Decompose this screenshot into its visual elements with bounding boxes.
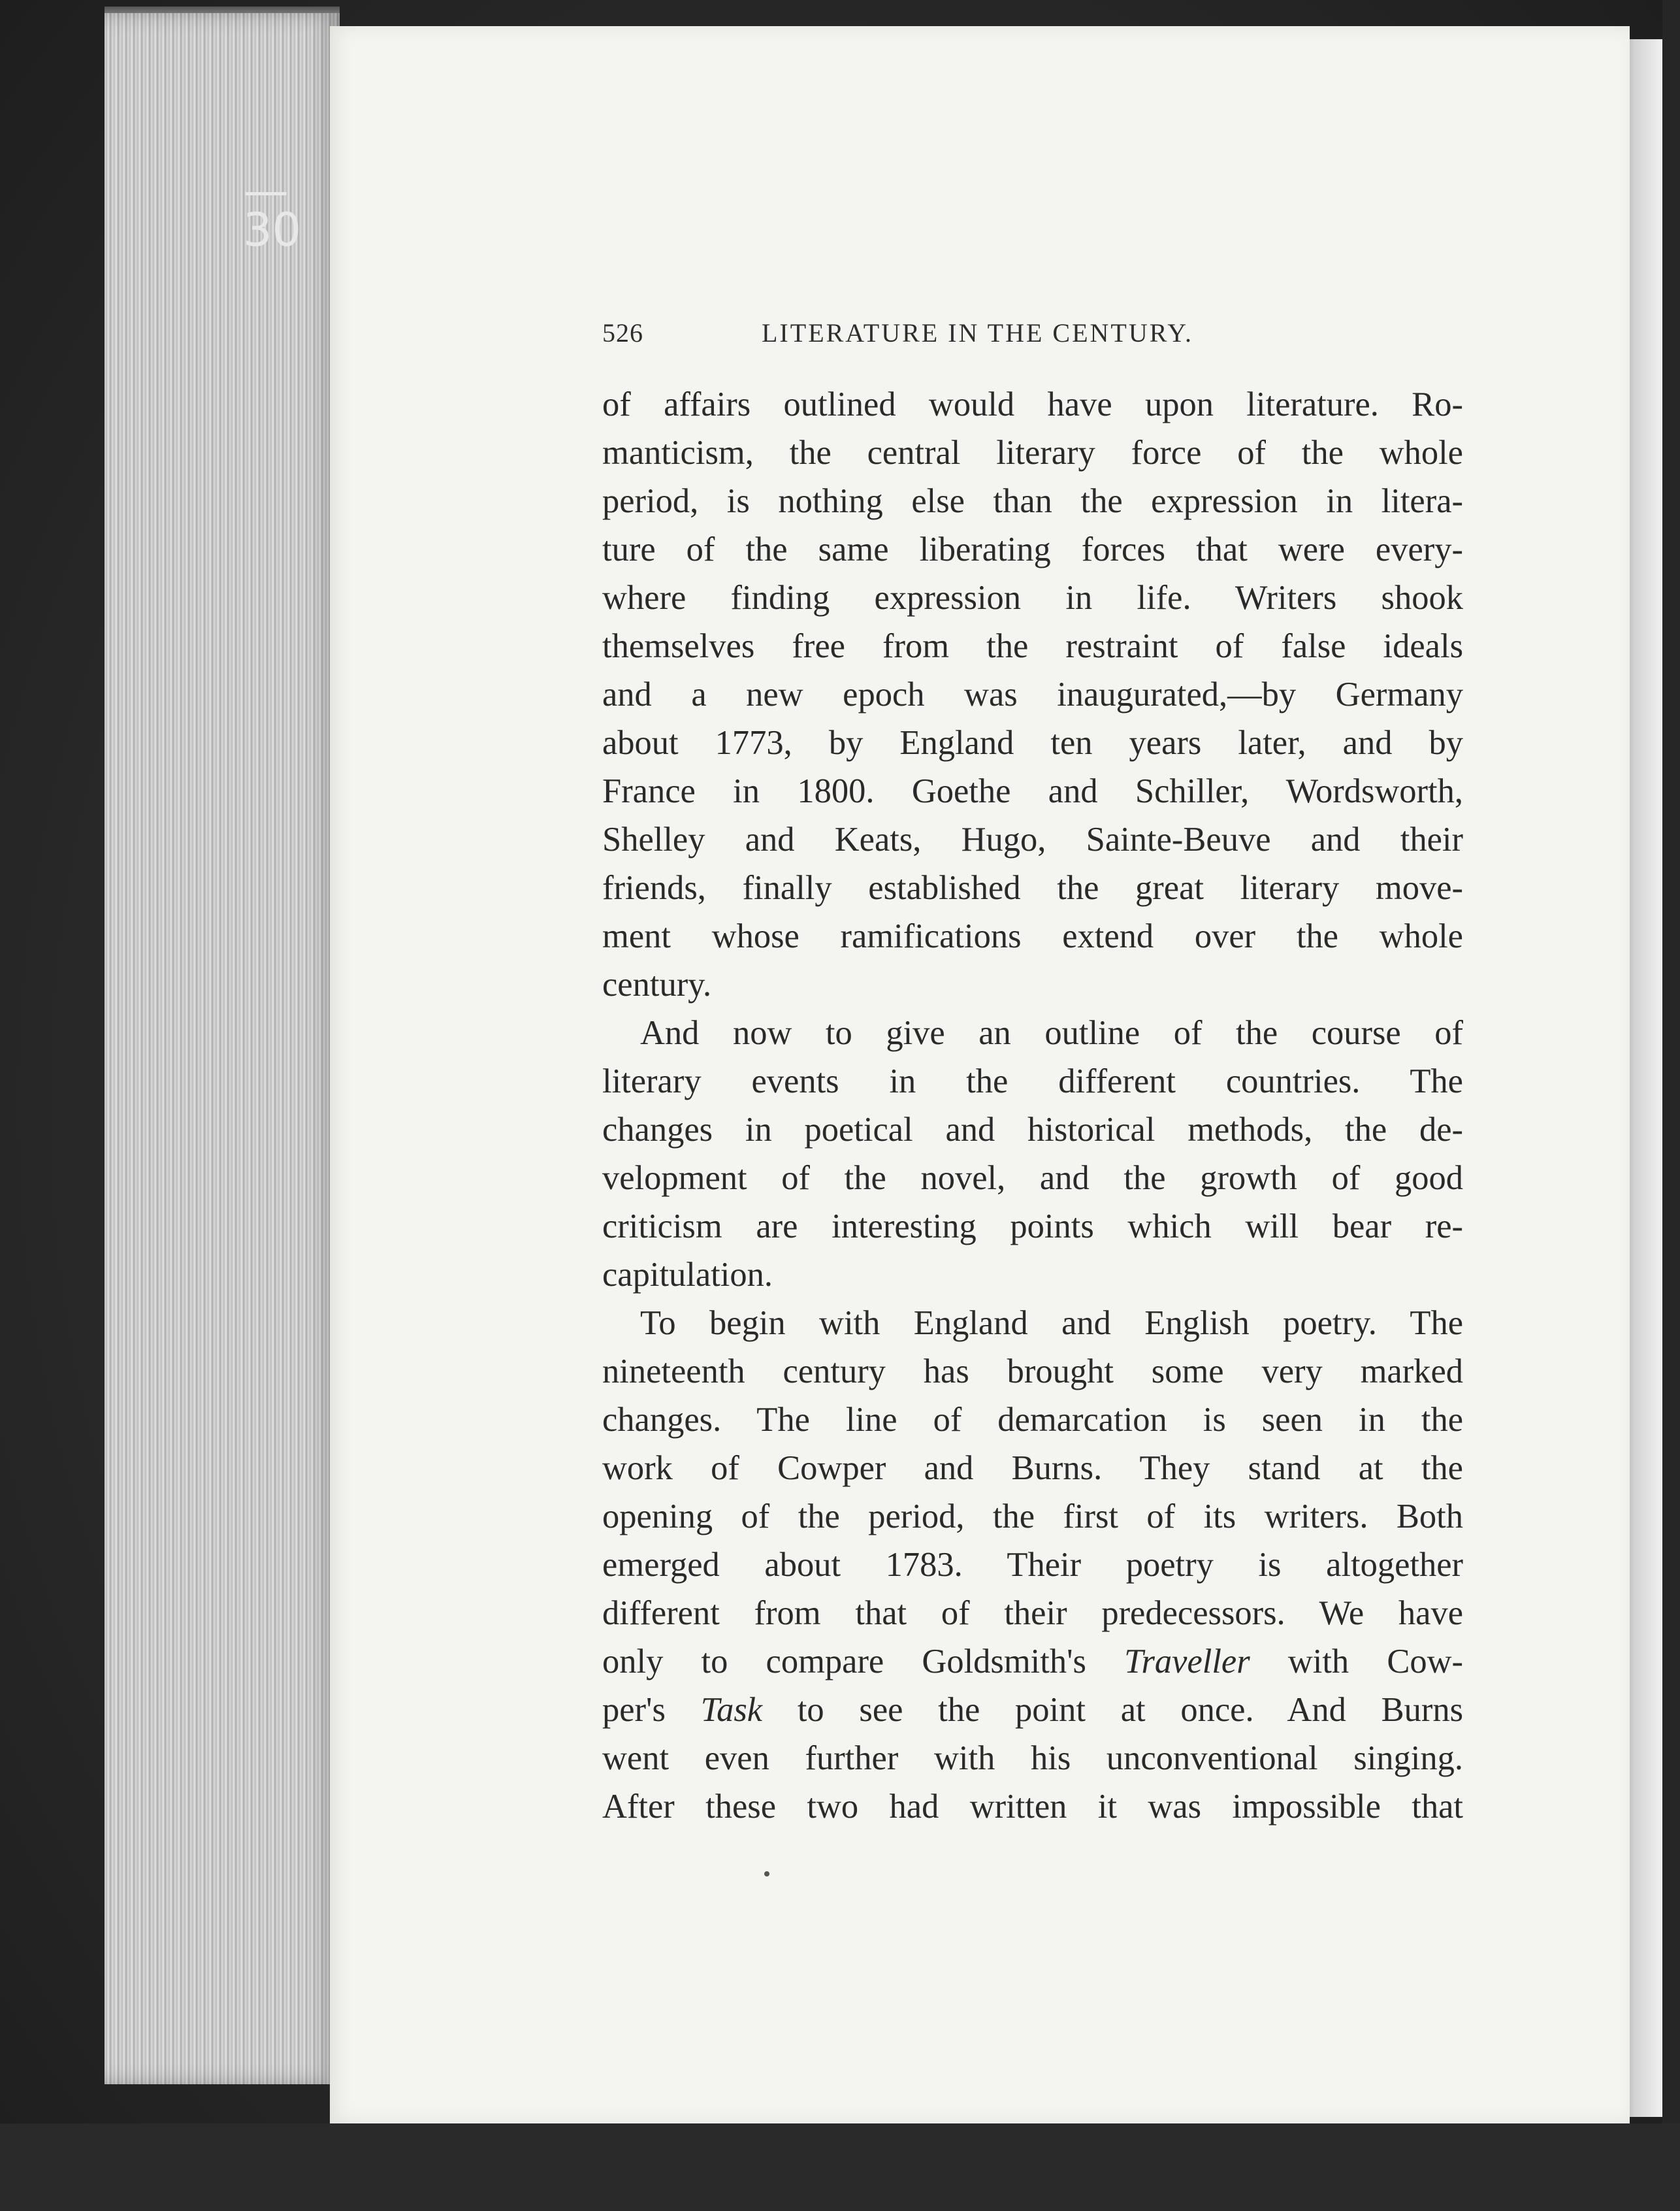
text-line	[602, 1686, 1463, 1734]
text-line: velopment of the novel, and the growth of good	[602, 1159, 1463, 1197]
text-line: literary events in the different countries. The	[602, 1062, 1463, 1100]
text-line: of affairs outlined would have upon literature. Ro-	[602, 385, 1463, 423]
text-line: friends, finally established the great literary move-	[602, 869, 1463, 907]
text-run: with Cow-	[1287, 1643, 1464, 1680]
text-line: ment whose ramifications extend over the whole	[602, 917, 1463, 955]
text-line: work of Cowper and Burns. They stand at the	[602, 1449, 1463, 1487]
text-line: After these two had written it was impossible that	[602, 1788, 1463, 1826]
book-title-task: Task	[700, 1691, 763, 1729]
book-title-traveller: Traveller	[1124, 1643, 1250, 1680]
text-line: capitulation.	[602, 1256, 773, 1294]
text-line: period, is nothing else than the expression in litera-	[602, 482, 1463, 520]
text-line: And now to give an outline of the course of	[640, 1014, 1463, 1052]
text-run: per's	[602, 1691, 666, 1729]
text-run: to see the point at once. And Burns	[797, 1691, 1464, 1729]
text-run: only to compare Goldsmith's	[602, 1643, 1086, 1680]
text-line	[602, 1637, 1463, 1686]
text-line: century.	[602, 966, 712, 1004]
text-line: went even further with his unconventional singing.	[602, 1739, 1463, 1777]
text-line: nineteenth century has brought some very marked	[602, 1352, 1463, 1390]
text-line: changes in poetical and historical methods, the de-	[602, 1111, 1463, 1149]
scan-right-border	[1662, 0, 1680, 2211]
text-line: To begin with England and English poetry. The	[640, 1304, 1463, 1342]
running-head	[602, 318, 1464, 357]
body-text	[602, 380, 1463, 1831]
text-line: emerged about 1783. Their poetry is altogether	[602, 1546, 1463, 1584]
text-line: ture of the same liberating forces that were every-	[602, 531, 1463, 568]
text-line: manticism, the central literary force of the whole	[602, 434, 1463, 472]
page-number: 526	[602, 318, 643, 348]
text-line: different from that of their predecessors. We have	[602, 1594, 1463, 1632]
print-speck	[764, 1871, 769, 1876]
text-line: and a new epoch was inaugurated,—by Germany	[602, 676, 1463, 713]
margin-annotation: —30	[243, 164, 302, 257]
text-line: about 1773, by England ten years later, and by	[602, 724, 1463, 762]
text-line: changes. The line of demarcation is seen in the	[602, 1401, 1463, 1439]
text-line: France in 1800. Goethe and Schiller, Wordsworth,	[602, 772, 1463, 810]
scan-bottom-border	[0, 2123, 1680, 2211]
text-line: opening of the period, the first of its writers. Both	[602, 1498, 1463, 1535]
text-line: where finding expression in life. Writers shook	[602, 579, 1463, 617]
text-line: criticism are interesting points which will bear re-	[602, 1207, 1463, 1245]
stacked-page-edges	[105, 13, 340, 2084]
running-head-title: LITERATURE IN THE CENTURY.	[762, 318, 1193, 348]
text-line: themselves free from the restraint of false ideals	[602, 627, 1463, 665]
text-line: Shelley and Keats, Hugo, Sainte-Beuve and their	[602, 821, 1463, 859]
